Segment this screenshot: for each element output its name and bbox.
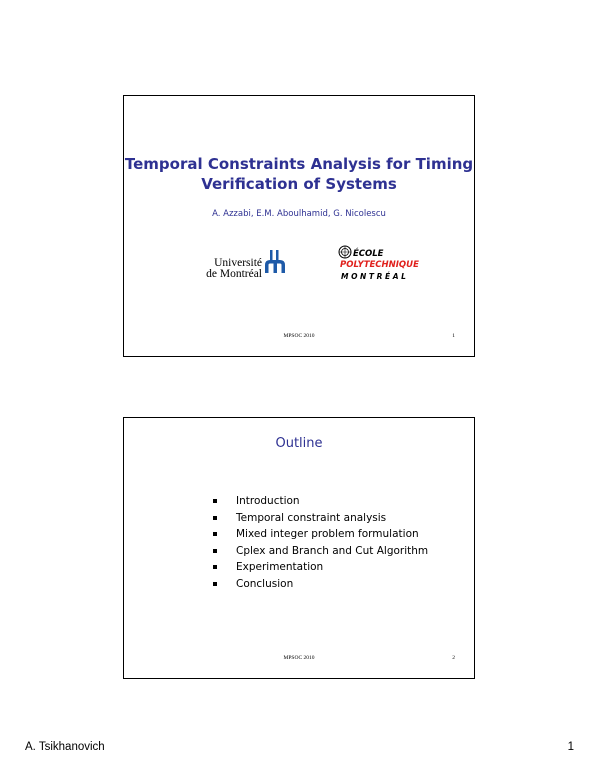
udem-logo-line-2: de Montréal xyxy=(206,268,262,280)
universite-de-montreal-logo xyxy=(204,248,286,282)
list-item-text: Cplex and Branch and Cut Algorithm xyxy=(236,544,429,557)
slide-1-title-line-2: Verification of Systems xyxy=(201,175,397,193)
ecole-polytechnique-logo xyxy=(338,245,419,285)
list-item xyxy=(212,510,428,527)
slide-1-footer-label: MPSOC 2010 xyxy=(283,333,315,339)
udem-logo-line-1: Université xyxy=(214,257,262,269)
slide-1-authors: A. Azzabi, E.M. Aboulhamid, G. Nicolescu xyxy=(212,209,386,219)
list-item xyxy=(212,576,428,593)
slide-1-footer xyxy=(124,333,474,343)
slide-2-footer xyxy=(124,655,474,665)
udem-emblem-icon xyxy=(264,250,286,274)
bullet-icon xyxy=(213,516,217,520)
page-number: 1 xyxy=(567,741,574,753)
slide-1 xyxy=(123,95,475,357)
list-item-text: Conclusion xyxy=(236,577,294,590)
bullet-icon xyxy=(213,549,217,553)
list-item xyxy=(212,526,428,543)
list-item xyxy=(212,493,428,510)
outline-list xyxy=(212,493,428,593)
poly-logo-polytechnique: POLYTECHNIQUE xyxy=(340,260,419,270)
list-item xyxy=(212,559,428,576)
slide-2-title: Outline xyxy=(275,436,323,451)
list-item-text: Temporal constraint analysis xyxy=(236,511,387,524)
bullet-icon xyxy=(213,565,217,569)
bullet-icon xyxy=(213,582,217,586)
slide-2-footer-label: MPSOC 2010 xyxy=(283,655,315,661)
slide-2 xyxy=(123,417,475,679)
bullet-icon xyxy=(213,532,217,536)
list-item-text: Mixed integer problem formulation xyxy=(236,528,419,541)
poly-logo-montreal: MONTRÉAL xyxy=(341,272,409,281)
list-item xyxy=(212,543,428,560)
poly-logo-ecole: ÉCOLE xyxy=(353,249,384,259)
slide-1-number: 1 xyxy=(452,333,455,339)
udem-logo-text xyxy=(204,258,262,280)
polytechnique-crest-icon xyxy=(338,245,352,259)
bullet-icon xyxy=(213,499,217,503)
slide-2-number: 2 xyxy=(452,655,455,661)
list-item-text: Introduction xyxy=(236,495,300,507)
list-item-text: Experimentation xyxy=(236,561,324,574)
slide-1-title xyxy=(124,154,474,194)
page-footer-author: A. Tsikhanovich xyxy=(25,741,105,753)
slide-1-title-line-1: Temporal Constraints Analysis for Timing xyxy=(124,155,474,173)
